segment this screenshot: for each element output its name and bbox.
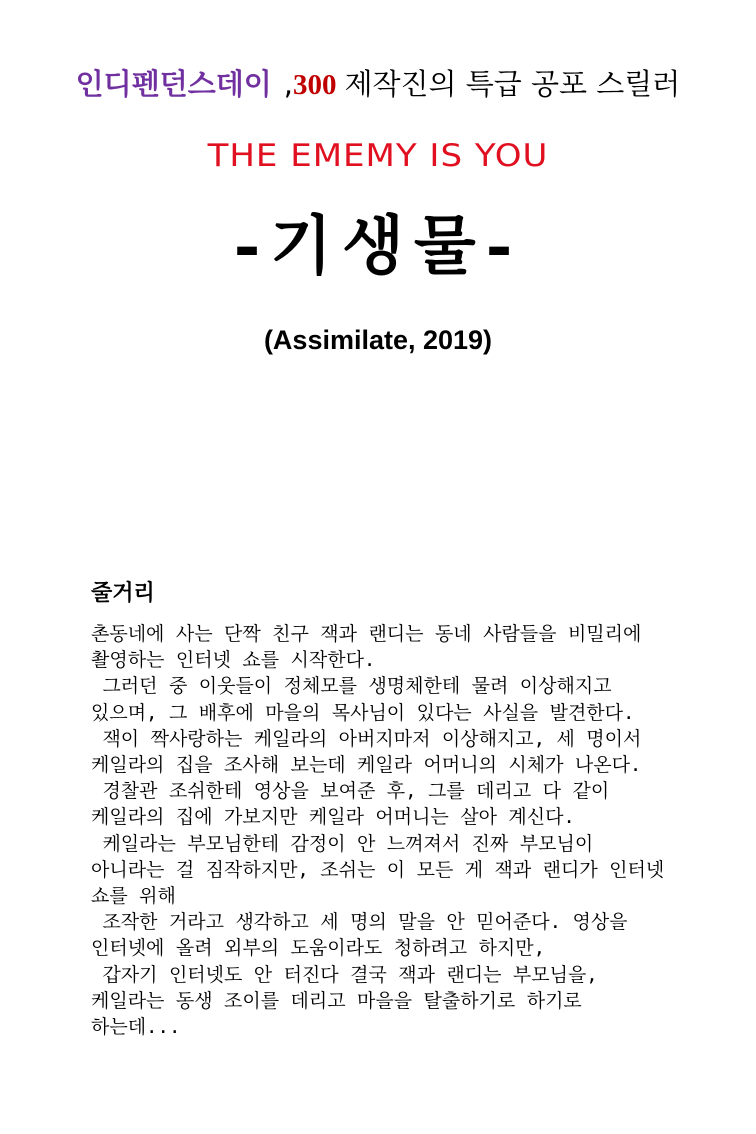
- synopsis-line: 있으며, 그 배후에 마을의 목사님이 있다는 사실을 발견한다.: [91, 701, 635, 724]
- synopsis-line: 하는데...: [91, 1016, 181, 1039]
- synopsis-line: 케일라의 집을 조사해 보는데 케일라 어머니의 시체가 나온다.: [91, 754, 642, 777]
- synopsis-body: [91, 621, 691, 1040]
- header-tagline: 제작진의 특급 공포 스릴러: [344, 67, 681, 101]
- synopsis-line: 인터넷에 올려 외부의 도움이라도 청하려고 하지만,: [91, 937, 546, 960]
- header-comma: ,: [283, 67, 293, 101]
- korean-title: -기생물-: [233, 209, 523, 284]
- synopsis-line: 아니라는 걸 짐작하지만, 조쉬는 이 모든 게 잭과 랜디가 인터넷: [91, 858, 665, 881]
- synopsis-line: 조작한 거라고 생각하고 세 명의 말을 안 믿어준다. 영상을: [91, 911, 628, 934]
- synopsis-line: 케일라는 부모님한테 감정이 안 느껴져서 진짜 부모님이: [91, 832, 594, 855]
- synopsis-line: 케일라의 집에 가보지만 케일라 어머니는 살아 계신다.: [91, 806, 575, 829]
- synopsis-line: 경찰관 조쉬한테 영상을 보여준 후, 그를 데리고 다 같이: [91, 780, 610, 803]
- original-title: (Assimilate, 2019): [263, 325, 493, 355]
- synopsis-line: 촌동네에 사는 단짝 친구 잭과 랜디는 동네 사람들을 비밀리에: [91, 623, 642, 645]
- english-title: THE EMEMY IS YOU: [207, 137, 549, 175]
- synopsis-line: 갑자기 인터넷도 안 터진다 결국 잭과 랜디는 부모님을,: [91, 963, 598, 986]
- synopsis-line: 쇼를 위해: [91, 885, 176, 908]
- synopsis-line: 케일라는 동생 조이를 데리고 마을을 탈출하기로 하기로: [91, 989, 582, 1012]
- header-line: [0, 62, 756, 107]
- synopsis-line: 촬영하는 인터넷 쇼를 시작한다.: [91, 649, 376, 672]
- studio-name: 인디펜던스데이: [75, 67, 272, 101]
- synopsis-heading: 줄거리: [91, 581, 155, 606]
- synopsis-line: 그러던 중 이웃들이 정체모를 생명체한테 물려 이상해지고: [91, 675, 612, 698]
- crew-count: 300: [293, 69, 337, 101]
- synopsis-line: 잭이 짝사랑하는 케일라의 아버지마저 이상해지고, 세 명이서: [91, 727, 642, 750]
